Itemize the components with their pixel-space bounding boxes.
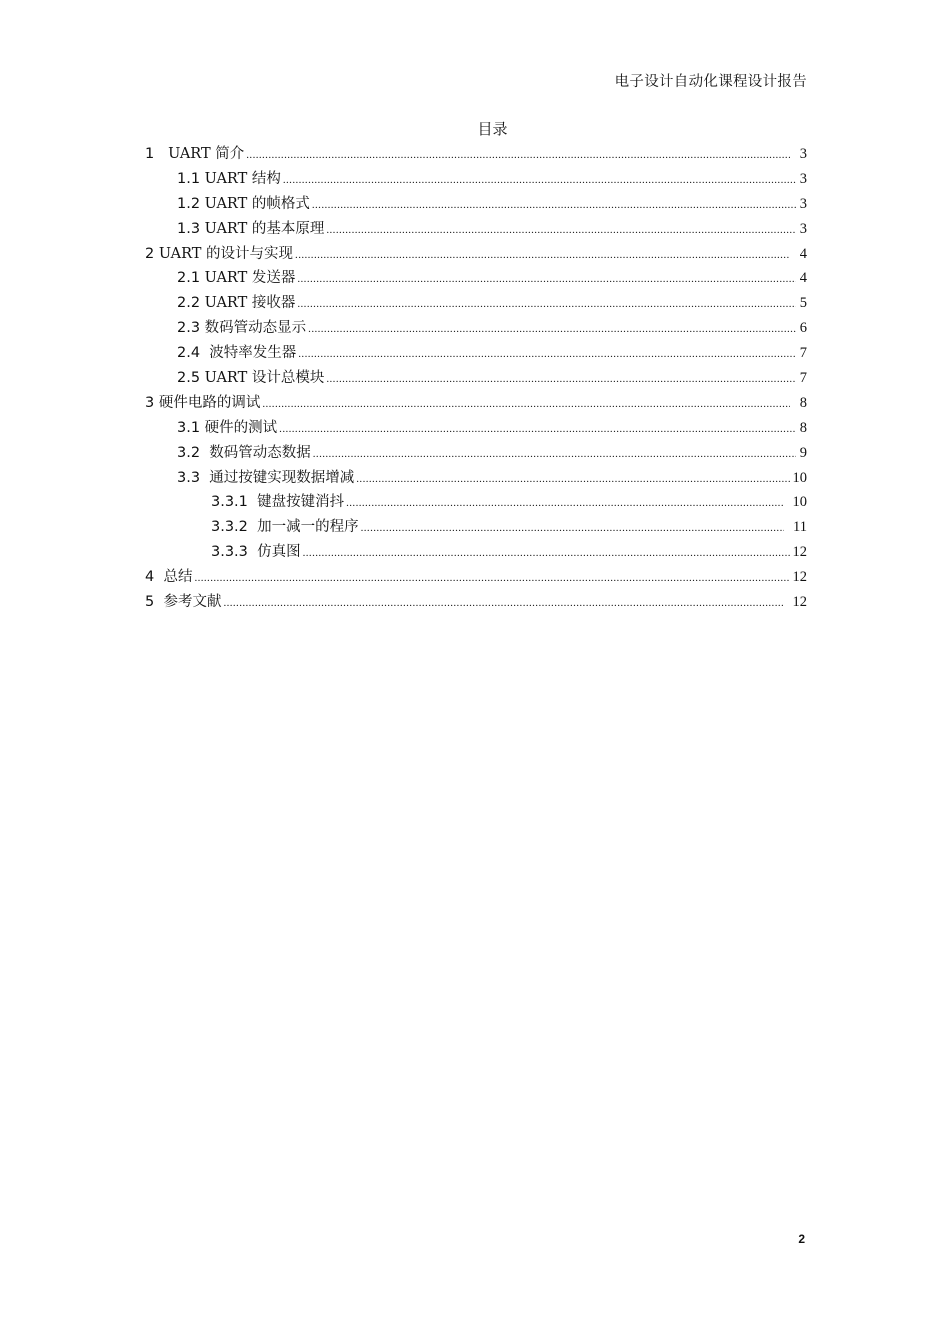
toc-entry-text: UART 发送器	[204, 270, 296, 287]
toc-dot-leader	[262, 392, 790, 417]
toc-entry-page: 4	[799, 270, 807, 287]
toc-entry-text: 参考文献	[163, 594, 222, 611]
toc-entry-text: UART 的设计与实现	[158, 245, 294, 262]
toc-entry[interactable]	[145, 167, 807, 192]
toc-entry-page: 3	[799, 146, 807, 162]
toc-entry-number: 4	[145, 569, 164, 586]
toc-entry-number: 3.3	[177, 469, 210, 486]
toc-entry-text: 硬件电路的调试	[158, 394, 261, 411]
toc-entry[interactable]	[145, 242, 807, 267]
toc-entry-number: 2	[145, 245, 159, 262]
toc-entry-page: 8	[799, 394, 807, 411]
toc-entry-text: UART 设计总模块	[204, 370, 325, 387]
toc-entry[interactable]	[145, 466, 807, 491]
toc-dot-leader	[223, 591, 783, 616]
toc-entry[interactable]	[145, 192, 807, 217]
toc-entry-page: 8	[799, 419, 807, 436]
toc-entry-number: 1	[145, 146, 169, 162]
toc-entry-text: 仿真图	[257, 544, 301, 561]
toc-entry-page: 6	[799, 320, 807, 337]
toc-entry-text: 通过按键实现数据增减	[209, 469, 355, 486]
toc-entry[interactable]	[145, 441, 807, 466]
toc-dot-leader	[279, 417, 796, 442]
toc-entry-number: 5	[145, 594, 164, 611]
toc-entry-text: 数码管动态显示	[204, 320, 307, 337]
toc-entry-text: UART 结构	[204, 170, 281, 187]
table-of-contents	[145, 142, 807, 615]
toc-entry-label	[211, 490, 344, 515]
toc-entry-text: UART 简介	[168, 146, 245, 162]
toc-entry[interactable]	[145, 142, 807, 167]
toc-dot-leader	[246, 143, 790, 168]
toc-entry[interactable]	[145, 341, 807, 366]
toc-entry[interactable]	[145, 217, 807, 242]
toc-entry-label	[177, 291, 295, 316]
toc-entry-text: 数码管动态数据	[209, 444, 311, 461]
toc-entry-number: 3.3.1	[211, 494, 258, 511]
toc-entry-label	[177, 441, 311, 466]
toc-entry-number: 2.3	[177, 320, 205, 337]
toc-entry-page: 5	[799, 295, 807, 312]
toc-entry-text: 硬件的测试	[204, 419, 278, 436]
toc-entry-number: 1.1	[177, 170, 205, 187]
toc-entry-number: 3.3.3	[211, 544, 258, 561]
toc-entry-page: 3	[799, 220, 807, 237]
toc-entry-page: 12	[792, 544, 807, 561]
toc-entry-text: UART 的帧格式	[204, 195, 310, 212]
toc-entry-page: 10	[792, 494, 807, 511]
toc-dot-leader	[283, 168, 796, 193]
toc-entry[interactable]	[145, 391, 807, 416]
toc-entry-page: 3	[799, 195, 807, 212]
toc-entry-text: 波特率发生器	[209, 345, 297, 362]
toc-entry[interactable]	[145, 291, 807, 316]
toc-dot-leader	[313, 442, 796, 467]
toc-entry-label	[145, 242, 293, 267]
toc-entry-number: 3.3.2	[211, 519, 258, 536]
toc-dot-leader	[303, 541, 790, 566]
toc-dot-leader	[346, 491, 783, 516]
toc-entry-label	[211, 515, 359, 540]
toc-entry-label	[145, 142, 244, 167]
toc-entry[interactable]	[145, 316, 807, 341]
toc-entry-label	[145, 565, 192, 590]
toc-dot-leader	[361, 516, 784, 541]
toc-entry-number: 3.2	[177, 444, 210, 461]
toc-dot-leader	[312, 193, 796, 218]
toc-entry[interactable]	[145, 266, 807, 291]
toc-entry[interactable]	[145, 416, 807, 441]
toc-entry-page: 7	[799, 370, 807, 387]
toc-entry[interactable]	[145, 590, 807, 615]
toc-entry-page: 7	[799, 345, 807, 362]
toc-dot-leader	[356, 467, 789, 492]
toc-entry-page: 3	[799, 170, 807, 187]
toc-entry-page: 9	[799, 444, 807, 461]
toc-entry-label	[177, 266, 295, 291]
toc-entry-label	[145, 590, 221, 615]
toc-entry[interactable]	[145, 540, 807, 565]
toc-entry-label	[177, 416, 277, 441]
toc-entry[interactable]	[145, 515, 807, 540]
toc-entry-label	[177, 341, 296, 366]
toc-entry-page: 11	[793, 519, 807, 536]
toc-entry-page: 12	[792, 594, 807, 611]
toc-entry-text: UART 的基本原理	[204, 220, 325, 237]
toc-dot-leader	[295, 243, 790, 268]
toc-entry-label	[177, 192, 310, 217]
toc-entry[interactable]	[145, 366, 807, 391]
toc-entry-number: 2.2	[177, 295, 205, 312]
toc-entry-number: 1.3	[177, 220, 205, 237]
toc-dot-leader	[326, 367, 796, 392]
toc-dot-leader	[297, 267, 796, 292]
toc-title: 目录	[477, 120, 508, 138]
toc-entry-number: 2.1	[177, 270, 205, 287]
toc-entry-text: 键盘按键消抖	[257, 494, 345, 511]
toc-dot-leader	[326, 218, 796, 243]
toc-entry-number: 3.1	[177, 419, 205, 436]
toc-dot-leader	[194, 566, 789, 591]
toc-entry[interactable]	[145, 565, 807, 590]
toc-entry-text: UART 接收器	[204, 295, 296, 312]
toc-entry-label	[177, 217, 324, 242]
toc-entry-number: 2.5	[177, 370, 205, 387]
toc-entry-number: 3	[145, 394, 159, 411]
toc-entry-page: 12	[792, 569, 807, 586]
toc-entry-label	[177, 466, 354, 491]
toc-entry-number: 1.2	[177, 195, 205, 212]
toc-entry-label	[177, 366, 324, 391]
toc-entry-number: 2.4	[177, 345, 210, 362]
toc-entry[interactable]	[145, 490, 807, 515]
toc-dot-leader	[308, 317, 796, 342]
toc-entry-text: 总结	[163, 569, 193, 586]
toc-entry-label	[211, 540, 301, 565]
toc-dot-leader	[298, 342, 796, 367]
toc-entry-label	[145, 391, 260, 416]
toc-entry-page: 10	[792, 469, 807, 486]
page-number: 2	[798, 1232, 805, 1246]
toc-entry-label	[177, 167, 281, 192]
toc-dot-leader	[297, 292, 796, 317]
page-header-title: 电子设计自动化课程设计报告	[614, 74, 807, 90]
toc-entry-page: 4	[799, 245, 807, 262]
toc-entry-text: 加一减一的程序	[257, 519, 359, 536]
toc-entry-label	[177, 316, 306, 341]
